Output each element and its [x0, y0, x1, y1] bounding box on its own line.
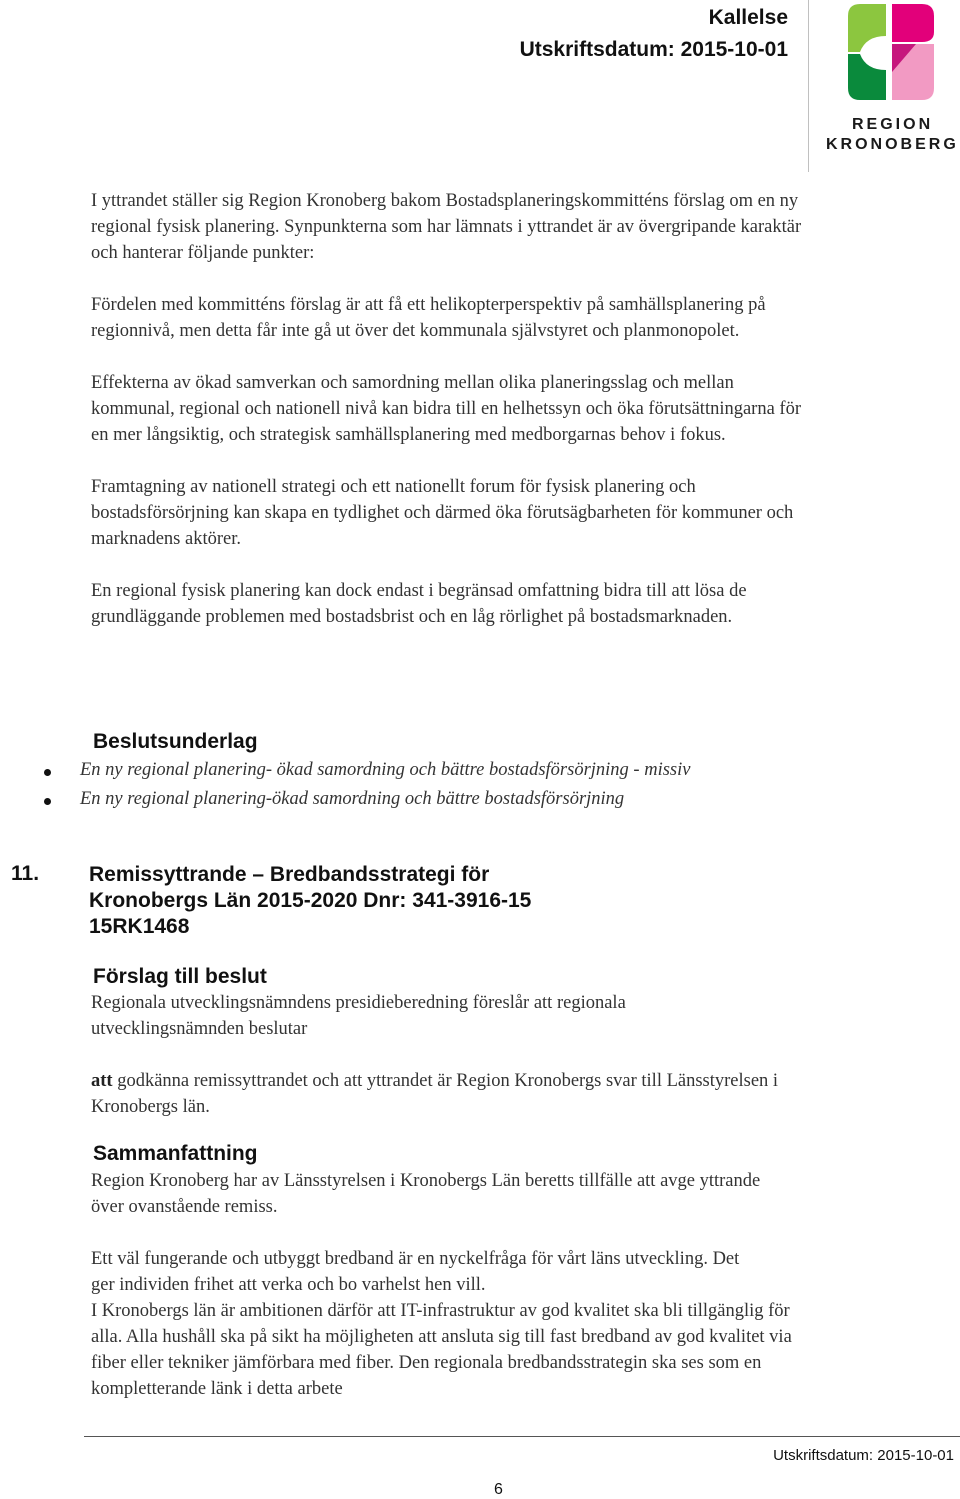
sammanfattning-paragraph-2a: Ett väl fungerande och utbyggt bredband är en nyckelfråga för vårt läns utveckling. Det ger individen frihet att verka och bo varhelst hen vill.: [91, 1249, 740, 1295]
sammanfattning-heading: Sammanfattning: [93, 1142, 258, 1165]
bullet-icon: [44, 798, 51, 805]
logo-mark-icon: [846, 2, 936, 102]
document-type-title: Kallelse: [708, 6, 788, 29]
sammanfattning-paragraph-2b: I Kronobergs län är ambitionen därför att IT-infrastruktur av god kvalitet ska bli tillgänglig för alla. Alla hushåll ska på sikt ha möjligheten att ansluta sig till fast bredband av god kvalitet via fiber eller tekniker jämförbara med fiber. Den regionala bredbandsstrategin ska ses som en kompletterande länk i detta arbete: [91, 1301, 792, 1399]
region-kronoberg-logo: [846, 2, 936, 102]
intro-paragraph-5: En regional fysisk planering kan dock endast i begränsad omfattning bidra till att lösa de grundläggande problemen med bostadsbrist och en låg rörlighet på bostadsmarknaden.: [91, 581, 747, 627]
intro-paragraph-2: Fördelen med kommitténs förslag är att få ett helikopterperspektiv på samhällsplanering på regionnivå, men detta får inte gå ut över det kommunala självstyret och planmonopolet.: [91, 295, 766, 341]
beslutsunderlag-heading: Beslutsunderlag: [93, 730, 258, 753]
bullet-icon: [44, 769, 51, 776]
att-word: att: [91, 1071, 113, 1091]
agenda-item-title-line-1: Remissyttrande – Bredbandsstrategi för: [89, 863, 490, 886]
footer-print-date: Utskriftsdatum: 2015-10-01: [773, 1447, 954, 1464]
header-print-date: Utskriftsdatum: 2015-10-01: [519, 38, 788, 61]
agenda-item-title: [89, 862, 531, 940]
footer-divider: [84, 1436, 960, 1437]
page-number: 6: [494, 1481, 503, 1498]
sammanfattning-paragraph-1: Region Kronoberg har av Länsstyrelsen i Kronobergs Län beretts tillfälle att avge yttrande över ovanstående remiss.: [91, 1171, 761, 1217]
beslutsunderlag-item[interactable]: En ny regional planering- ökad samordning och bättre bostadsförsörjning - missiv: [0, 760, 800, 789]
agenda-item-title-line-3: 15RK1468: [89, 915, 190, 938]
forslag-section: [91, 990, 781, 1120]
sammanfattning-section: [91, 1168, 809, 1402]
intro-paragraph-4: Framtagning av nationell strategi och ett nationellt forum för fysisk planering och bostadsförsörjning kan skapa en tydlighet och därmed öka förutsägbarheten för kommuner och marknadens aktörer.: [91, 477, 794, 549]
agenda-item-number: 11.: [11, 862, 40, 885]
intro-paragraph-3: Effekterna av ökad samverkan och samordning mellan olika planeringsslag och mellan kommunal, regional och nationell nivå kan bidra till en helhetssyn och öka förutsättningarna för en mer långsiktig, och strategisk samhällsplanering med medborgarnas behov i fokus.: [91, 373, 802, 445]
att-paragraph: [91, 1068, 781, 1120]
att-text: godkänna remissyttrandet och att yttrandet är Region Kronobergs svar till Länsstyrelsen i Kronobergs län.: [91, 1071, 779, 1117]
forslag-text: Regionala utvecklingsnämndens presidieberedning föreslår att regionala utvecklingsnämnden beslutar: [91, 993, 626, 1039]
beslutsunderlag-item[interactable]: En ny regional planering-ökad samordning och bättre bostadsförsörjning: [0, 789, 800, 818]
header-divider: [808, 0, 809, 172]
intro-section: [91, 188, 811, 630]
logo-text-region: REGION: [852, 116, 934, 133]
logo-text-kronoberg: KRONOBERG: [826, 136, 959, 153]
agenda-item-title-line-2: Kronobergs Län 2015-2020 Dnr: 341-3916-15: [89, 889, 532, 912]
forslag-heading: Förslag till beslut: [93, 965, 267, 988]
beslutsunderlag-list: [0, 760, 800, 818]
intro-paragraph-1: I yttrandet ställer sig Region Kronoberg bakom Bostadsplaneringskommitténs förslag om en ny regional fysisk planering. Synpunkterna som har lämnats i yttrandet är av övergripande karaktär och hanterar följande punkter:: [91, 191, 802, 263]
